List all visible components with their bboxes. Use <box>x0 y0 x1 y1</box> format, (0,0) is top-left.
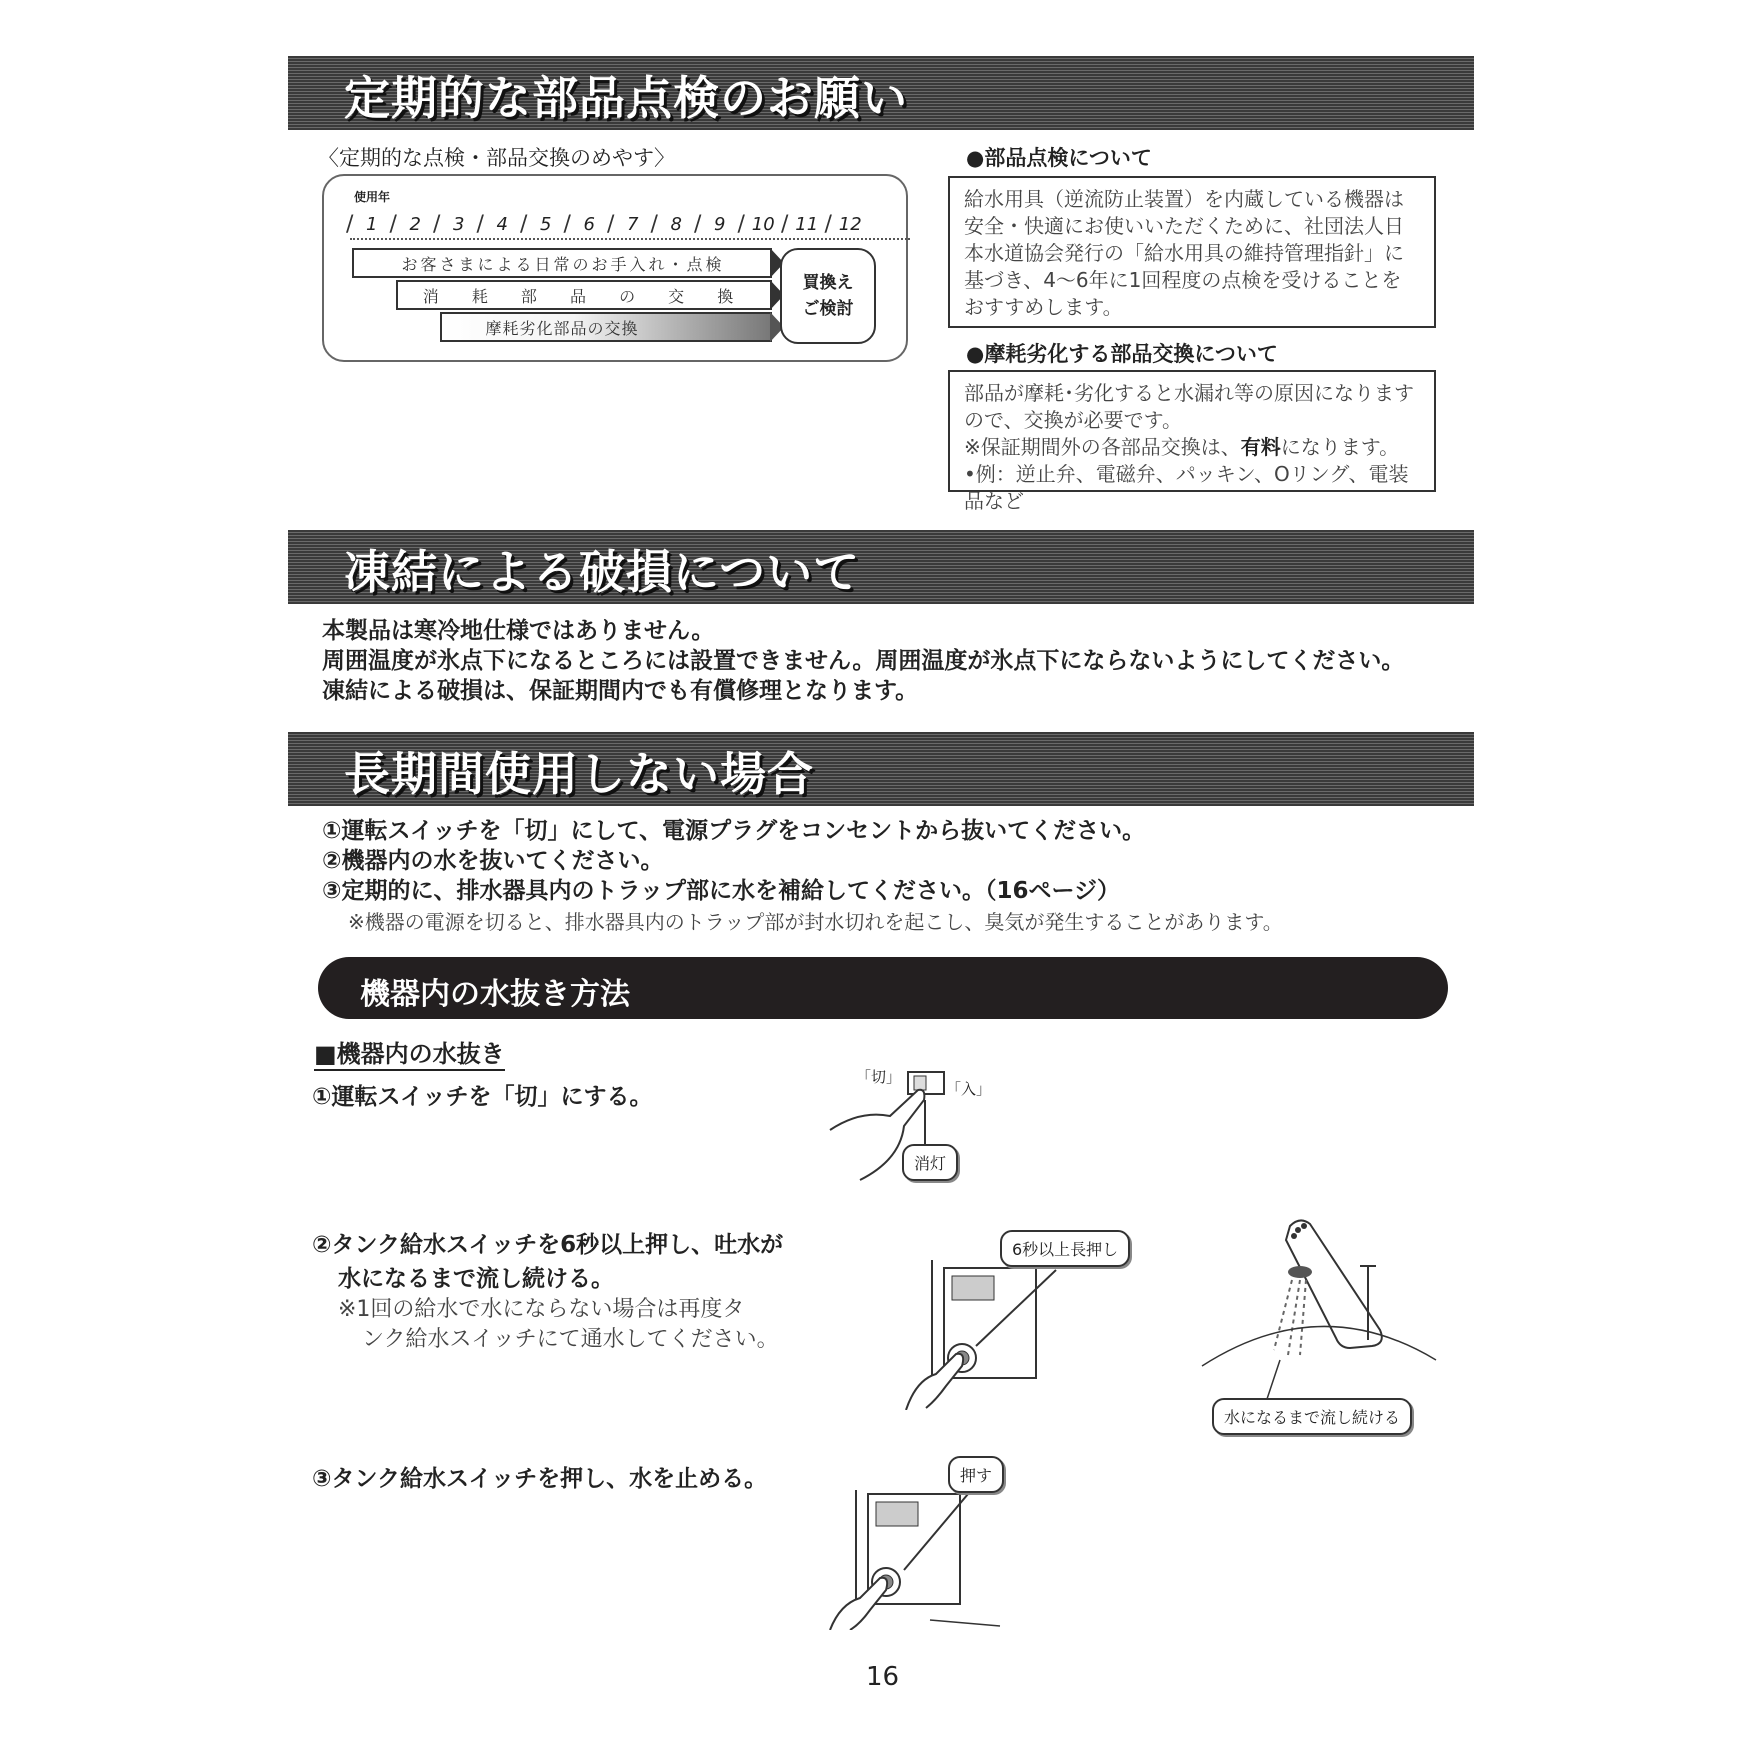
wear-line3: •例：逆止弁、電磁弁、パッキン、Oリング、電装品など <box>964 462 1409 513</box>
year-divider: / <box>781 212 789 237</box>
drain-step-1: ①運転スイッチを「切」にする。 <box>312 1084 653 1110</box>
year-divider: / <box>824 212 832 237</box>
wear-line1: 部品が摩耗･劣化すると水漏れ等の原因になりますので、交換が必要です。 <box>964 381 1414 432</box>
bar-daily-label: お客さまによる日常のお手入れ・点検 <box>401 254 725 274</box>
schedule-chart <box>322 174 908 362</box>
section-banner-freezing <box>288 530 1474 604</box>
drain-method-header <box>318 957 1448 1019</box>
year-divider: / <box>737 212 745 237</box>
year-divider: / <box>346 212 354 237</box>
bar-consumable <box>396 280 772 310</box>
year-divider: / <box>650 212 658 237</box>
year-tick: 9 <box>714 214 726 235</box>
drain-step-2-line2: 水になるまで流し続ける。 <box>338 1266 614 1292</box>
drain-step-2-line1: ②タンク給水スイッチを6秒以上押し、吐水が <box>312 1232 784 1258</box>
year-tick: 6 <box>583 214 595 235</box>
switch-off-label: 「切」 <box>856 1068 902 1086</box>
long-term-step: ③定期的に、排水器具内のトラップ部に水を補給してください。（16ページ） <box>322 878 1121 904</box>
section-banner-inspection <box>288 56 1474 130</box>
year-tick: 10 <box>751 214 775 235</box>
bar-daily-care <box>352 248 772 278</box>
year-tick: 8 <box>670 214 682 235</box>
press-switch-illustration <box>820 1470 1020 1630</box>
replace-line1: 買換え <box>802 273 854 293</box>
year-tick: 4 <box>496 214 508 235</box>
long-term-step: ②機器内の水を抜いてください。 <box>322 848 664 874</box>
faucet-illustration <box>1200 1210 1440 1410</box>
year-tick: 11 <box>795 214 819 235</box>
year-tick: 3 <box>453 214 465 235</box>
wear-line2-bold: 有料 <box>1240 435 1281 459</box>
drain-step-3: ③タンク給水スイッチを押し、水を止める。 <box>312 1466 768 1492</box>
press-callout: 押す <box>948 1456 1004 1493</box>
wear-line2 <box>964 434 1420 461</box>
freeze-line: 凍結による破損は、保証期間内でも有償修理となります。 <box>322 678 919 704</box>
year-tick: 1 <box>366 214 378 235</box>
long-term-note: ※機器の電源を切ると、排水器具内のトラップ部が封水切れを起こし、臭気が発生することがあります。 <box>348 910 1283 934</box>
freeze-line: 周囲温度が氷点下になるところには設置できません。周囲温度が氷点下にならないようにしてください。 <box>322 648 1405 674</box>
long-term-step: ①運転スイッチを「切」にして、電源プラグをコンセントから抜いてください。 <box>322 818 1146 844</box>
wear-heading: ●摩耗劣化する部品交換について <box>966 342 1278 366</box>
long-press-callout: 6秒以上長押し <box>1000 1230 1130 1267</box>
guide-title: 〈定期的な点検・部品交換のめやす〉 <box>318 146 675 170</box>
tank-switch-illustration <box>896 1250 1096 1410</box>
bar-consumable-label: 消 耗 部 品 の 交 換 <box>422 286 748 306</box>
inspection-text: 給水用具（逆流防止装置）を内蔵している機器は安全・快適にお使いいただくために、社団法人日本水道協会発行の「給水用具の維持管理指針」に基づき、4〜6年に1回程度の点検を受けることをおすすめします。 <box>964 187 1404 319</box>
page-number: 16 <box>866 1662 900 1692</box>
drain-subheading: ■機器内の水抜き <box>314 1034 505 1071</box>
year-divider: / <box>433 212 441 237</box>
lamp-off-callout: 消灯 <box>902 1144 958 1181</box>
drain-step-2-note2: ンク給水スイッチにて通水してください。 <box>362 1327 779 1352</box>
year-divider: / <box>520 212 528 237</box>
years-row <box>346 212 910 240</box>
bar-wear-parts <box>440 312 772 342</box>
wear-line2-post: になります。 <box>1280 435 1400 459</box>
flow-callout: 水になるまで流し続ける <box>1212 1398 1412 1435</box>
drain-method-title: 機器内の水抜き方法 <box>360 977 630 1012</box>
bar-wear-label: 摩耗劣化部品の交換 <box>485 318 639 338</box>
wear-box <box>948 370 1436 513</box>
year-tick: 5 <box>540 214 552 235</box>
freeze-line: 本製品は寒冷地仕様ではありません。 <box>322 618 715 644</box>
year-divider: / <box>476 212 484 237</box>
section-title: 長期間使用しない場合 <box>344 747 814 801</box>
year-divider: / <box>607 212 615 237</box>
section-banner-long-term <box>288 732 1474 806</box>
inspection-heading: ●部品点検について <box>966 146 1152 170</box>
year-tick: 7 <box>627 214 639 235</box>
wear-line2-pre: ※保証期間外の各部品交換は、 <box>964 435 1241 459</box>
years-label: 使用年 <box>354 190 391 204</box>
year-divider: / <box>694 212 702 237</box>
year-divider: / <box>563 212 571 237</box>
year-divider: / <box>389 212 397 237</box>
drain-step-2-note1: ※1回の給水で水にならない場合は再度タ <box>338 1297 745 1322</box>
replace-box <box>780 248 876 344</box>
inspection-box <box>948 176 1436 328</box>
switch-on-label: 「入」 <box>946 1080 992 1098</box>
year-tick: 2 <box>409 214 421 235</box>
section-title: 凍結による破損について <box>344 545 861 599</box>
replace-line2: ご検討 <box>802 299 854 319</box>
section-title: 定期的な部品点検のお願い <box>344 71 908 125</box>
year-tick: 12 <box>838 214 862 235</box>
